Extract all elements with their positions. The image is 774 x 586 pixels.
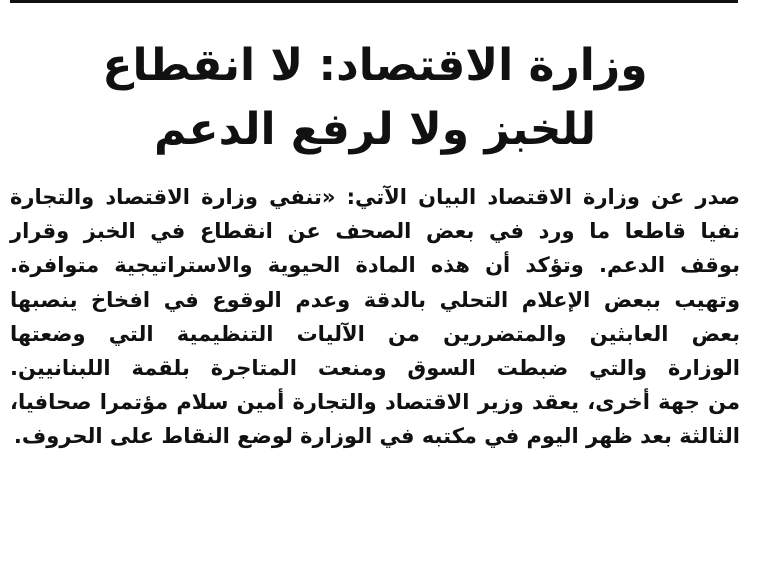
body-line-6: الوزارة والتي ضبطت السوق ومنعت المتاجرة بلقمة اللبنانيين. [10, 356, 740, 381]
body-line-2: نفيا قاطعا ما ورد في بعض الصحف عن انقطاع في الخبز وقرار [10, 219, 740, 244]
news-article [10, 34, 740, 454]
body-line-1: صدر عن وزارة الاقتصاد البيان الآتي: «تنفي وزارة الاقتصاد والتجارة [10, 185, 740, 209]
body-line-4: وتهيب ببعض الإعلام التحلي بالدقة وعدم الوقوع في افخاخ ينصبها [10, 287, 740, 312]
body-line-8: الثالثة بعد ظهر اليوم في مكتبه في الوزارة لوضع النقاط على الحروف. [13, 424, 740, 449]
headline-line-1: وزارة الاقتصاد: لا انقطاع [102, 40, 648, 91]
top-divider-rule [10, 0, 738, 3]
article-headline [10, 34, 740, 162]
body-line-7: من جهة أخرى، يعقد وزير الاقتصاد والتجارة أمين سلام مؤتمرا صحافيا، [10, 390, 740, 415]
body-line-5: بعض العابثين والمتضررين من الآليات التنظيمية التي وضعتها [10, 321, 740, 346]
article-body [10, 180, 740, 454]
body-line-3: بوقف الدعم. وتؤكد أن هذه المادة الحيوية والاستراتيجية متوافرة. [10, 253, 740, 278]
headline-line-2: للخبز ولا لرفع الدعم [154, 104, 596, 155]
